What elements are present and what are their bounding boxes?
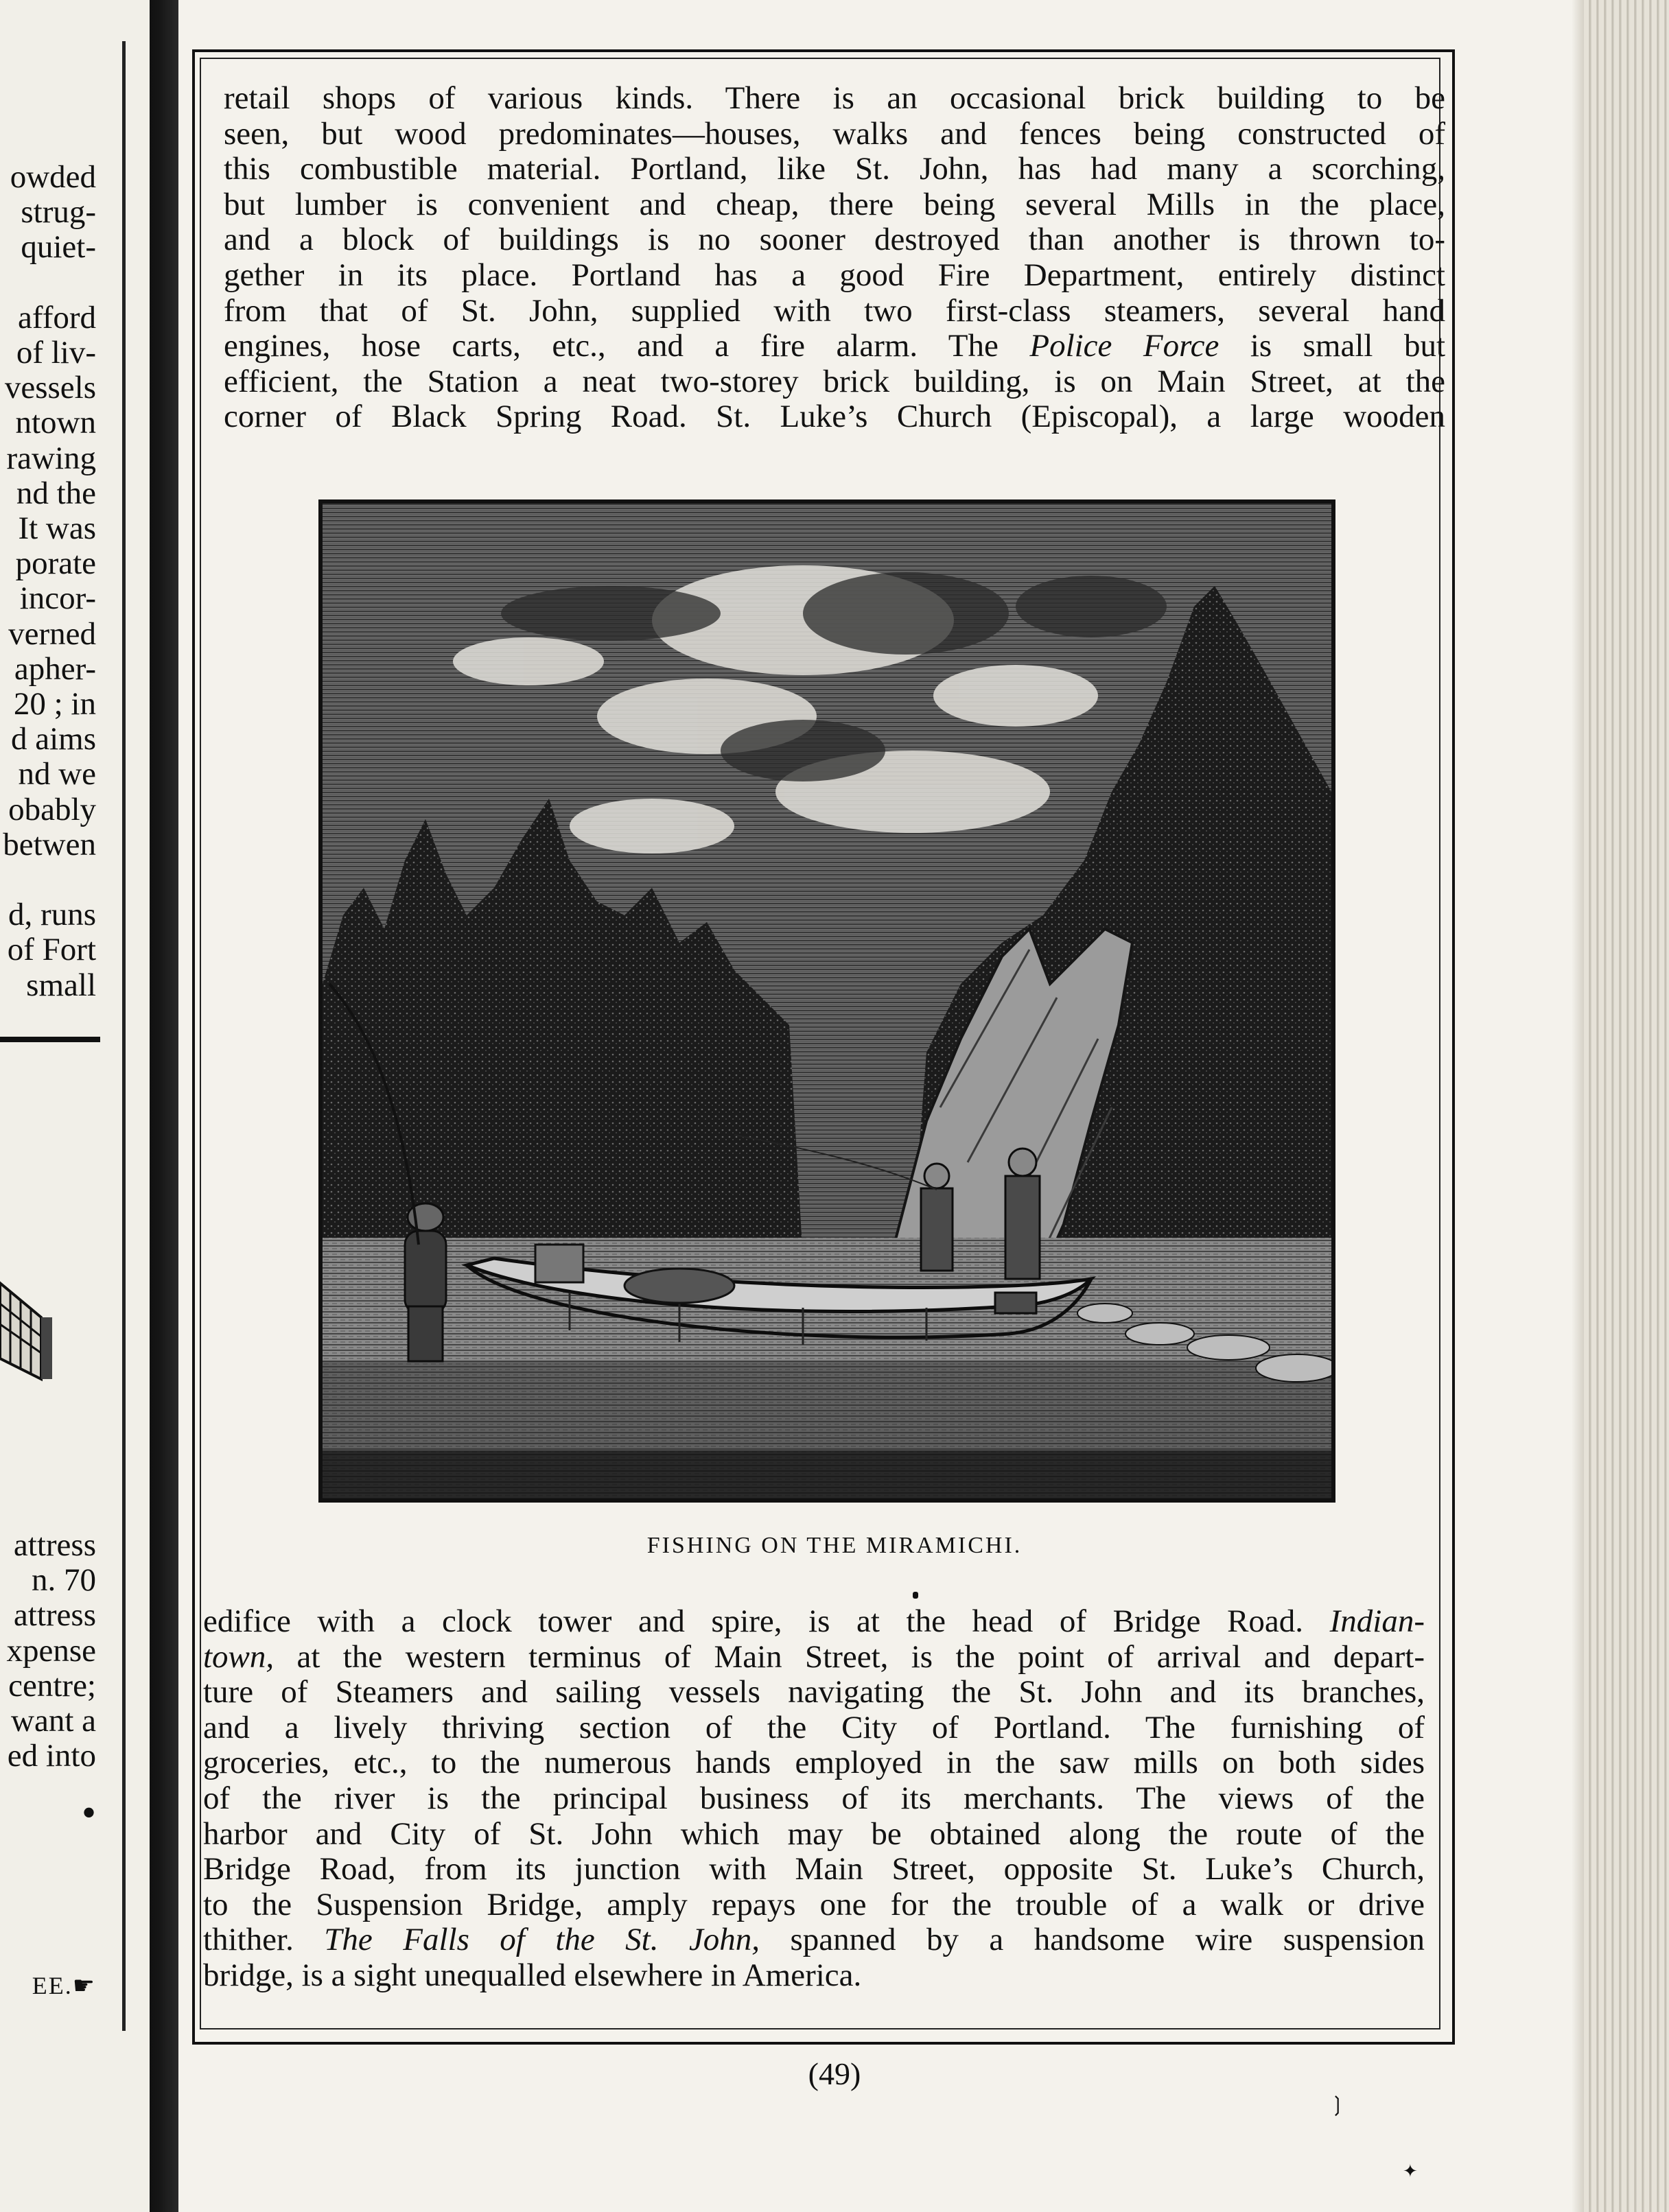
illustration-caption: FISHING ON THE MIRAMICHI. — [646, 1533, 1023, 1558]
previous-page-line: xpense — [6, 1632, 96, 1669]
bottom-paragraph — [203, 1604, 1425, 1994]
previous-page-line: nd the — [16, 475, 96, 511]
previous-page-line: d, runs — [8, 897, 96, 933]
text-line: bridge, is a sight unequalled elsewhere in America. — [203, 1957, 862, 1993]
caption-dot — [913, 1592, 918, 1599]
previous-page-line: porate — [15, 545, 96, 582]
ink-speck: ✦ — [1403, 2161, 1418, 2181]
previous-page-line: vessels — [4, 370, 96, 406]
previous-page-line: verned — [8, 615, 96, 652]
text-line: Bridge Road, from its junction with Main Street, opposite St. Luke’s Church, — [203, 1851, 1425, 1887]
text-line: retail shops of various kinds. There is an occasional brick building to be — [224, 80, 1445, 116]
text-line: engines, hose carts, etc., and a fire alarm. The Police Force is small but — [224, 328, 1445, 364]
text-line: edifice with a clock tower and spire, is at the head of Bridge Road. Indian- — [203, 1603, 1425, 1639]
previous-page-line: d aims — [10, 721, 96, 757]
previous-page-line: owded — [10, 159, 96, 195]
text-line: seen, but wood predominates—houses, walks and fences being constructed of — [224, 115, 1445, 152]
previous-page-line: of liv- — [16, 335, 96, 370]
previous-page-line: attress — [13, 1527, 96, 1563]
mattress-illustration-fragment — [0, 1276, 54, 1393]
previous-page-line: obably — [8, 791, 96, 827]
page-number: (49) — [808, 2056, 861, 2091]
previous-page-column-rule — [122, 41, 126, 2031]
text-line: town, at the western terminus of Main Street, is the point of arrival and depart- — [203, 1638, 1425, 1675]
text-line: gether in its place. Portland has a good Fire Department, entirely distinct — [224, 257, 1445, 293]
previous-page-line: It was — [18, 510, 96, 546]
text-line: to the Suspension Bridge, amply repays one for the trouble of a walk or drive — [203, 1886, 1425, 1922]
text-line: efficient, the Station a neat two-storey brick building, is on Main Street, at the — [224, 363, 1445, 399]
previous-page-line: betwen — [3, 826, 96, 862]
top-paragraph — [224, 81, 1445, 435]
previous-page-line: strug- — [21, 194, 96, 231]
text-line: corner of Black Spring Road. St. Luke’s Church (Episcopal), a large wooden — [224, 399, 1445, 435]
italic-police-force: Police Force — [1029, 328, 1219, 364]
text-line: and a lively thriving section of the City of Portland. The furnishing of — [203, 1709, 1425, 1745]
text-line: thither. The Falls of the St. John, spanned by a handsome wire suspension — [203, 1922, 1425, 1958]
previous-page-line: ed into — [7, 1738, 96, 1774]
previous-page-line: attress — [13, 1597, 96, 1634]
previous-page-line: afford — [18, 299, 96, 336]
previous-page-line: nd we — [18, 756, 96, 792]
text-line: but lumber is convenient and cheap, there being several Mills in the place, — [224, 186, 1445, 222]
previous-page-line: ntown — [15, 405, 96, 441]
ink-speck: ❳ — [1329, 2093, 1346, 2116]
previous-page-line: quiet- — [21, 229, 96, 266]
text-line: from that of St. John, supplied with two first-class steamers, several hand — [224, 292, 1445, 329]
text-line: groceries, etc., to the numerous hands employed in the saw mills on both sides — [203, 1745, 1425, 1781]
previous-page-line: 20 ; in — [13, 686, 96, 722]
previous-page-strip — [0, 0, 150, 2212]
text-line: and a block of buildings is no sooner destroyed than another is thrown to- — [224, 222, 1445, 258]
previous-page-line: of Fort — [7, 932, 96, 968]
bullet-mark: • — [81, 1790, 96, 1835]
previous-page-line: rawing — [6, 440, 96, 476]
previous-page-line: n. 70 — [32, 1562, 96, 1599]
text-line: this combustible material. Portland, like St. John, has had many a scorching, — [224, 151, 1445, 187]
previous-page-footer: EE.☛ — [32, 1972, 96, 1999]
fishing-engraving-illustration — [318, 499, 1335, 1503]
text-line: ture of Steamers and sailing vessels navigating the St. John and its branches, — [203, 1674, 1425, 1710]
text-line: of the river is the principal business of its merchants. The views of the — [203, 1780, 1425, 1816]
previous-page-line: want a — [11, 1703, 96, 1739]
book-gutter — [150, 0, 178, 2212]
previous-page-rule — [0, 1037, 100, 1042]
book-page-edges — [1584, 0, 1669, 2212]
text-line: harbor and City of St. John which may be obtained along the route of the — [203, 1815, 1425, 1852]
previous-page-line: small — [26, 967, 96, 1003]
previous-page-line: apher- — [14, 650, 96, 687]
previous-page-line: incor- — [19, 580, 96, 617]
previous-page-line: centre; — [8, 1667, 96, 1704]
